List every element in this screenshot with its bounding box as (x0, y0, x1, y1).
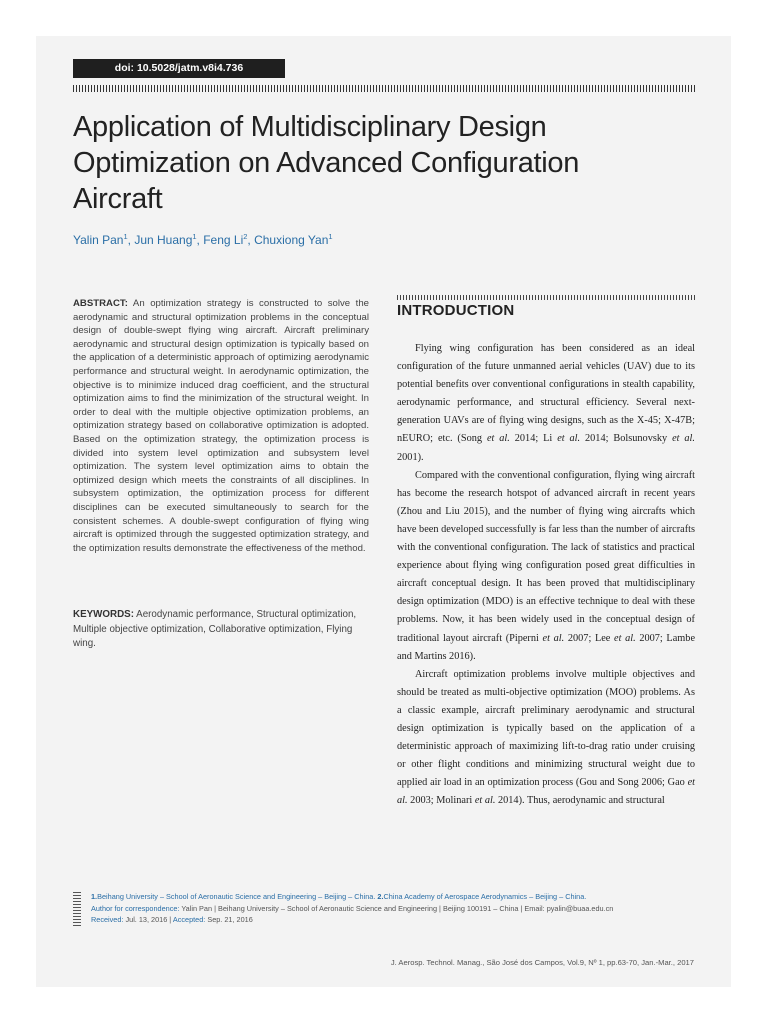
author-affiliation: 1 (192, 232, 197, 241)
body-paragraph: Compared with the conventional configuration, flying wing aircraft has become the research hotspot of advanced aircraft in recent years (Zhou and Liu 2015), and the number of flying wing aircrafts which have been developed successfully is far less than the number of aircrafts with the conventional configuration. The lack of statistics and practical experience about flying wing configuration posed great difficulties in aircraft conceptual design. It has been proved that multidisciplinary design optimization (MDO) is an effective technique to deal with these problems. Now, it has been widely used in the conceptual design of traditional layout aircraft (Piperni et al. 2007; Lee et al. 2007; Lambe and Martins 2016). (397, 469, 696, 662)
footnotes (91, 891, 701, 926)
introduction-body (397, 340, 695, 810)
body-paragraph: Flying wing configuration has been considered as an ideal configuration of the future unmanned aerial vehicles (UAV) due to its potential benefits over conventional configurations in stealth capability, aerodynamic performance, and structural efficiency. Several next-generation UAVs are of flying wing designs, such as the X-45; X-47B; nEURO; etc. (Song et al. 2014; Li et al. 2014; Bolsunovsky et al. 2001). (397, 343, 695, 463)
keywords-label: KEYWORDS: (73, 609, 134, 620)
header-dashed-rule (73, 85, 696, 92)
doi-badge[interactable]: doi: 10.5028/jatm.v8i4.736 (73, 59, 285, 78)
author-list: Yalin Pan$^1$, Jun Huang$^1$, Feng Li$^2$, Chuxiong Yan$^1$ (73, 232, 333, 247)
footnote-marker-icon (73, 891, 81, 926)
journal-citation: J. Aerosp. Technol. Manag., São José dos Campos, Vol.9, Nº 1, pp.63-70, Jan.-Mar., 2017 (390, 958, 694, 967)
abstract-label: ABSTRACT: (73, 298, 128, 309)
author-affiliation: 1 (328, 232, 333, 241)
section-heading-introduction: INTRODUCTION (397, 302, 515, 319)
author-name[interactable]: Jun Huang (134, 233, 193, 247)
author-name[interactable]: Feng Li (203, 233, 244, 247)
affiliations-line: 1.Beihang University – School of Aeronautic Science and Engineering – Beijing – China. 2.China Academy of Aerospace Aerodynamics – Beijing – China. (91, 892, 587, 901)
author-affiliation: 1 (123, 232, 128, 241)
author-name[interactable]: Chuxiong Yan (254, 233, 329, 247)
body-paragraph: Aircraft optimization problems involve multiple objectives and should be treated as multi-objective optimization (MOO) problems. As a classic example, aircraft preliminary aerodynamic and structural design optimization is typically based on the application of a deterministic approach of maximizing lift-to-drag ratio under cruising or other flight conditions and minimizing structural weight due to applied air load in an optimization process (Gou and Song 2006; Gao et al. 2003; Molinari et al. 2014). Thus, aerodynamic and structural (397, 668, 695, 807)
abstract-text: An optimization strategy is constructed to solve the aerodynamic and structural optimization problems in the conceptual design of double-swept flying wing aircraft. Aircraft preliminary aerodynamic and structural design optimization is typically based on the application of a deterministic approach of optimizing aerodynamic performance and structural weight. In aerodynamic optimization, the objective is to minimize induced drag coefficient, and the structural optimization aims to find the minimization of the structural weight. In order to deal with the multiple objective optimization problems, an optimization strategy based on collaborative optimization is adopted. Based on the optimization strategy, the optimization process is divided into system level optimization and subsystem level optimization. The system level optimization aims to obtain the optimized design which meets the constraints of all disciplines. In subsystem optimization, the optimization process for different disciplines can be executed simultaneously to search for the consistent schemes. A double-swept configuration of flying wing aircraft is optimized through the suggested optimization strategy, and the optimization results demonstrate the effectiveness of the method. (73, 298, 370, 554)
article-title: Application of Multidisciplinary Design Optimization on Advanced Configuration Aircraft (73, 111, 580, 215)
author-name[interactable]: Yalin Pan (73, 233, 124, 247)
article-page (36, 36, 731, 987)
keywords (73, 608, 369, 652)
abstract (73, 297, 369, 555)
keywords-text: Aerodynamic performance, Structural optimization, Multiple objective optimization, Collaborative optimization, Flying wing. (73, 609, 357, 650)
correspondence-line: Author for correspondence: Yalin Pan | Beihang University – School of Aeronautic Science and Engineering | Beijing 100191 – China | Email: pyalin@buaa.edu.cn (91, 903, 614, 913)
dates-line: Received: Jul. 13, 2016 | Accepted: Sep. 21, 2016 (91, 915, 253, 924)
author-affiliation: 2 (243, 232, 248, 241)
section-dashed-rule (397, 295, 695, 300)
